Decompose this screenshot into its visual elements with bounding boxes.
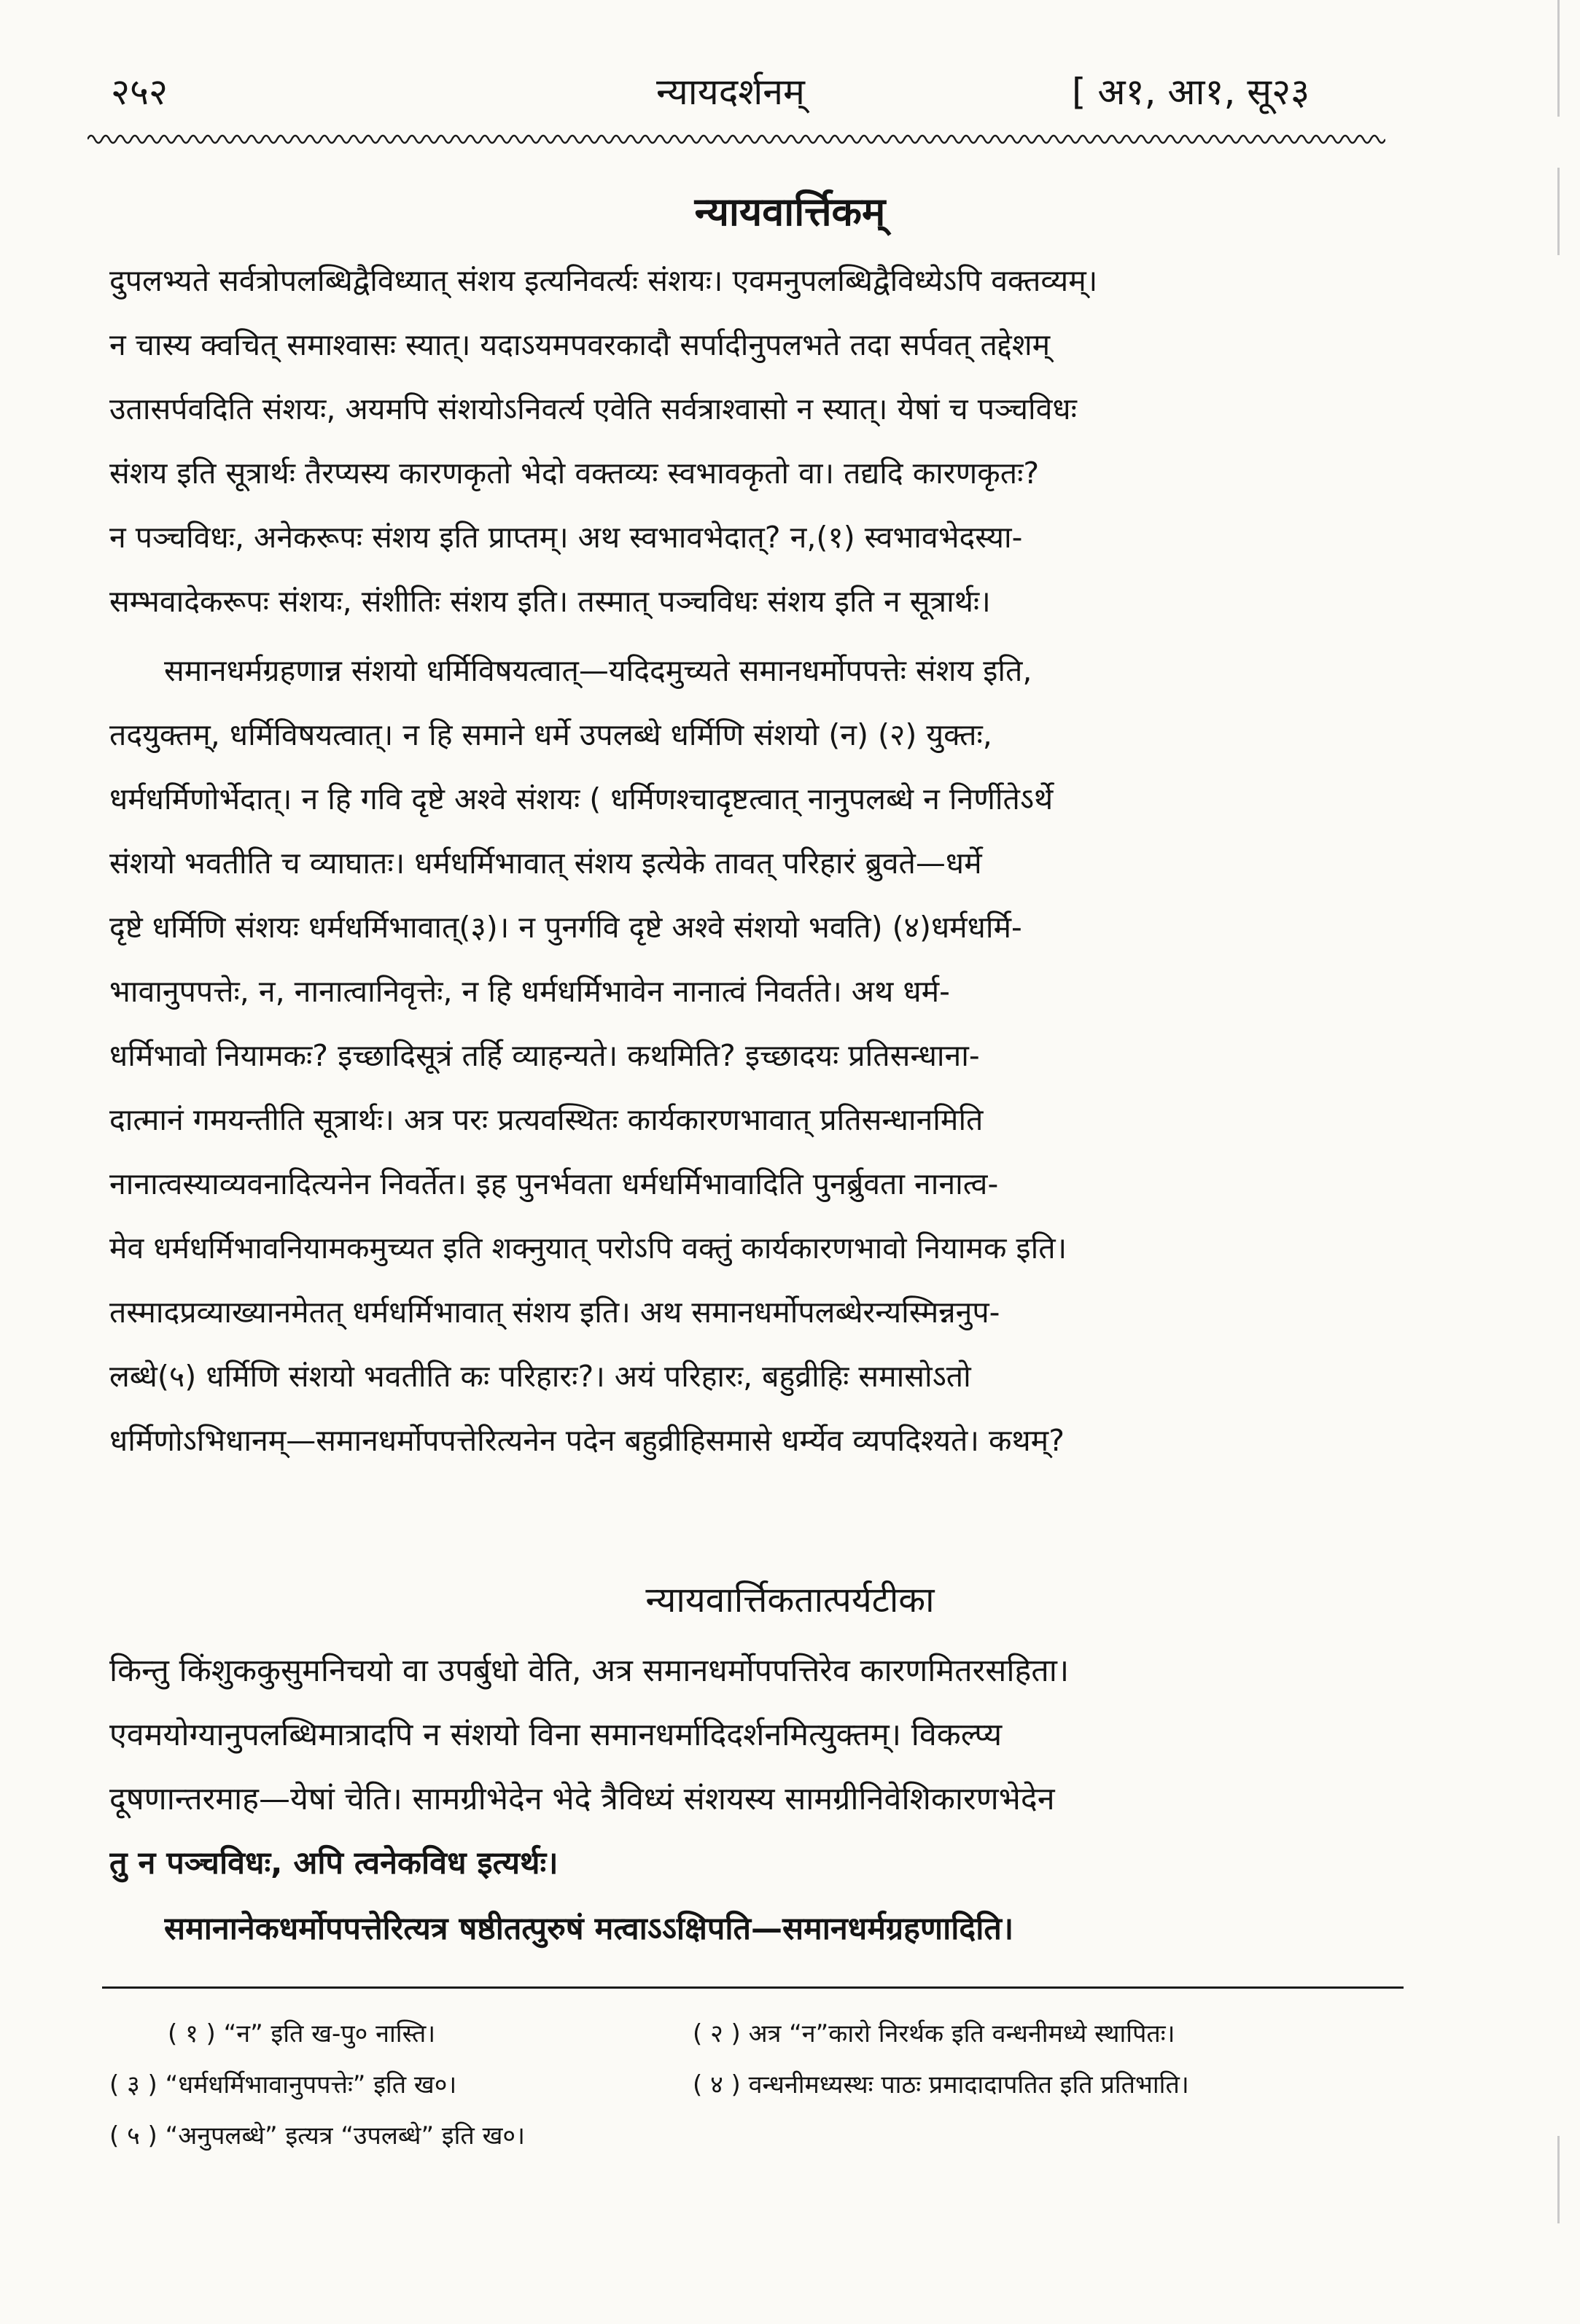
text-line: भावानुपपत्तेः, न, नानात्वानिवृत्तेः, न हि धर्मधर्मिभावेन नानात्वं निवर्तते। अथ धर्म- [109, 974, 950, 1009]
text-line: संशयो भवतीति च व्याघातः। धर्मधर्मिभावात् संशय इत्येके तावत् परिहारं ब्रुवते—धर्मे [109, 846, 982, 881]
text-line: तदयुक्तम्, धर्मिविषयत्वात्। न हि समाने धर्मे उपलब्धे धर्मिणि संशयो (न) (२) युक्तः, [109, 717, 992, 752]
footnote-5: ( ५ ) “अनुपलब्धे” इत्यत्र “उपलब्धे” इति ख०। [109, 2121, 525, 2151]
text-line: तु न पञ्चविधः, अपि त्वनेकविध इत्यर्थः। [109, 1845, 559, 1882]
footnote-1: ( १ ) “न” इति ख-पु० नास्ति। [168, 2019, 436, 2048]
text-line: लब्धे(५) धर्मिणि संशयो भवतीति कः परिहारः?। अयं परिहारः, बहुव्रीहिः समासोऽतो [109, 1359, 971, 1394]
text-line: समानानेकधर्मोपपत्तेरित्यत्र षष्ठीतत्पुरुषं मत्वाऽऽक्षिपति—समानधर्मग्रहणादिति। [164, 1911, 1014, 1947]
section-heading-tatparya-tika: न्यायवार्त्तिकतात्पर्यटीका [645, 1580, 935, 1621]
scan-edge-line [1557, 2136, 1560, 2223]
footnote-4: ( ४ ) वन्धनीमध्यस्थः पाठः प्रमादादापतित इति प्रतिभाति। [693, 2070, 1189, 2099]
text-line: दृष्टे धर्मिणि संशयः धर्मधर्मिभावात्(३)। न पुनर्गवि दृष्टे अश्वे संशयो भवति) (४)धर्मधर्मि- [109, 910, 1022, 945]
scan-edge-line [1557, 0, 1560, 117]
text-line: तस्मादप्रव्याख्यानमेतत् धर्मधर्मिभावात् संशय इति। अथ समानधर्मोपलब्धेरन्यस्मिन्ननुप- [109, 1295, 1000, 1330]
scan-edge-line [1557, 168, 1560, 255]
text-line: दूषणान्तरमाह—येषां चेति। सामग्रीभेदेन भेदे त्रैविध्यं संशयस्य सामग्रीनिवेशिकारणभेदेन [109, 1781, 1055, 1817]
text-line: धर्मिणोऽभिधानम्—समानधर्मोपपत्तेरित्यनेन पदेन बहुव्रीहिसमासे धर्म्येव व्यपदिश्यते। कथम्? [109, 1423, 1065, 1458]
footnote-3: ( ३ ) “धर्मधर्मिभावानुपपत्तेः” इति ख०। [109, 2070, 457, 2099]
text-line: मेव धर्मधर्मिभावनियामकमुच्यत इति शक्नुयात् परोऽपि वक्तुं कार्यकारणभावो नियामक इति। [109, 1231, 1067, 1266]
text-line: न चास्य क्वचित् समाश्वासः स्यात्। यदाऽयमपवरकादौ सर्पादीनुपलभते तदा सर्पवत् तद्देशम् [109, 327, 1051, 362]
header-wavy-rule [87, 130, 1385, 149]
text-line: धर्मधर्मिणोर्भेदात्। न हि गवि दृष्टे अश्वे संशयः ( धर्मिणश्चादृष्टत्वात् नानुपलब्धे न निर्णीतेऽर्थे [109, 781, 1054, 816]
footnote-2: ( २ ) अत्र “न”कारो निरर्थक इति वन्धनीमध्ये स्थापितः। [693, 2019, 1175, 2048]
section-heading-vartika: न्यायवार्त्तिकम् [694, 189, 886, 235]
text-line: धर्मिभावो नियामकः? इच्छादिसूत्रं तर्हि व्याहन्यते। कथमिति? इच्छादयः प्रतिसन्धाना- [109, 1038, 980, 1073]
page-number: २५२ [111, 71, 168, 113]
text-line: दात्मानं गमयन्तीति सूत्रार्थः। अत्र परः प्रत्यवस्थितः कार्यकारणभावात् प्रतिसन्धानमिति [109, 1102, 984, 1137]
text-line: किन्तु किंशुककुसुमनिचयो वा उपर्बुधो वेति, अत्र समानधर्मोपपत्तिरेव कारणमितरसहिता। [109, 1653, 1070, 1689]
footnote-rule [102, 1986, 1404, 1989]
section-reference: [ अ१, आ१, सू२३ [1072, 71, 1310, 113]
text-line: नानात्वस्याव्यवनादित्यनेन निवर्तेत। इह पुनर्भवता धर्मधर्मिभावादिति पुनर्ब्रुवता नानात्व- [109, 1166, 999, 1201]
text-line: उतासर्पवदिति संशयः, अयमपि संशयोऽनिवर्त्य एवेति सर्वत्राश्वासो न स्यात्। येषां च पञ्चविधः [109, 391, 1077, 426]
text-line: सम्भवादेकरूपः संशयः, संशीतिः संशय इति। तस्मात् पञ्चविधः संशय इति न सूत्रार्थः। [109, 584, 991, 619]
text-line: न पञ्चविधः, अनेकरूपः संशय इति प्राप्तम्। अथ स्वभावभेदात्? न,(१) स्वभावभेदस्या- [109, 520, 1023, 555]
running-title: न्यायदर्शनम् [656, 71, 805, 113]
text-line: संशय इति सूत्रार्थः तैरप्यस्य कारणकृतो भेदो वक्तव्यः स्वभावकृतो वा। तद्यदि कारणकृतः? [109, 456, 1040, 491]
text-line: दुपलभ्यते सर्वत्रोपलब्धिद्वैविध्यात् संशय इत्यनिवर्त्यः संशयः। एवमनुपलब्धिद्वैविध्येऽपि वक्तव्यम्। [109, 263, 1098, 298]
text-line: समानधर्मग्रहणान्न संशयो धर्मिविषयत्वात्—यदिदमुच्यते समानधर्मोपपत्तेः संशय इति, [164, 653, 1032, 688]
text-line: एवमयोग्यानुपलब्धिमात्रादपि न संशयो विना समानधर्मादिदर्शनमित्युक्तम्। विकल्प्य [109, 1717, 1003, 1753]
